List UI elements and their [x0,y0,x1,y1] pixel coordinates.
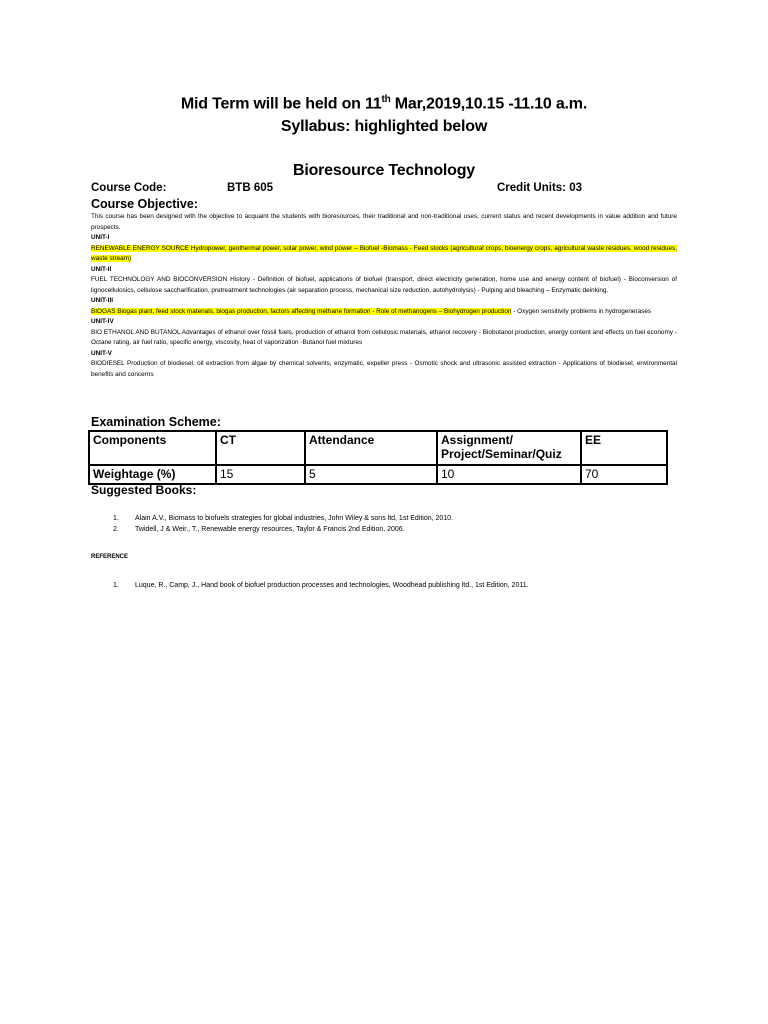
assignment-line-1: Assignment/ [441,433,514,447]
syllabus-note: Syllabus: highlighted below [280,118,488,135]
unit-5-heading: UNIT-V [91,349,112,357]
table-cell: 70 [581,465,667,484]
midterm-notice-date: Mar,2019,10.15 -11.10 a.m. [390,95,588,113]
table-header-cell: CT [216,431,305,465]
table-header-cell: Components [89,431,216,465]
reference-heading: REFERENCE [91,554,129,560]
unit-5-content [91,359,677,380]
unit-1-heading: UNIT-I [91,234,110,241]
table-header-cell: Attendance [305,431,437,465]
list-item-text: Alain A.V., Biomass to biofuels strategies for global industries, John Wiley & sons ltd, 1st Edition, 2010. [135,515,454,522]
list-item-number: 2. [113,526,119,533]
unit-1-highlighted: RENEWABLE ENERGY SOURCE Hydropower, geothermal power, solar power, wind power – Biofuel -Biomass - Feed stocks (agricultural crops, bioenergy crops, agricultural waste residues, wood residues, waste stream) [91,244,677,262]
unit-1-content [91,244,677,265]
table-cell: 5 [305,465,437,484]
unit-3-plain: - Oxygen sensitivity problems in hydrogenerases [511,307,652,315]
unit-3-highlighted: BIOGAS Biogas plant, feed stock materials, biogas production, factors affecting methane formation - Role of methanogens – Biohydrogen production [91,307,512,315]
unit-3-heading: UNIT-III [91,297,114,304]
examination-scheme-table [88,430,668,485]
unit-2-plain: FUEL TECHNOLOGY AND BIOCONVERSION History - Definition of biofuel, applications of biofuel (transport, direct electricity generation, home use and energy content of biofuel) - Bioconversion of lignocellulosics, cellulose saccharification, pretreatment technologies (air separation process, mechanical size reduction, autohydrolysis) - Pulping and bleaching – Enzymatic deinking. [91,276,677,294]
course-objective-heading: Course Objective: [91,197,198,211]
course-code-label: Course Code: [91,182,167,194]
course-meta-row [91,182,691,198]
unit-2-heading: UNIT-II [91,265,112,273]
course-objective-text: This course has been designed with the objective to acquaint the students with bioresources, their traditional and non-traditional uses, current status and recent developments in value addition and future prospects. [91,213,677,231]
unit-2-content [91,275,677,296]
table-row [89,465,667,484]
table-cell: 10 [437,465,581,484]
credit-units: Credit Units: 03 [497,182,582,194]
course-code-value: BTB 605 [227,182,274,194]
list-item-text: Luque, R., Camp, J., Hand book of biofuel production processes and technologies, Woodhead publishing ltd., 1st Edition, 2011. [135,582,529,589]
syllabus-body [91,212,677,380]
unit-3-content [91,307,677,318]
midterm-notice-superscript: th [381,94,391,105]
unit-5-plain: BIODIESEL Production of biodiesel, oil extraction from algae by chemical solvents, enzymatic, expeller press - Osmotic shock and ultrasonic assisted extraction - Applications of biodiesel, environmental benefits and concerns [91,360,677,378]
examination-scheme-heading: Examination Scheme: [91,415,221,429]
unit-4-plain: BIO ETHANOL AND BUTANOL Advantages of ethanol over fossil fuels, production of ethanol from cellulosic materials, ethanol recovery - Biobutanol production, energy content and effects on fuel economy - Octane rating, air fuel ratio, specific energy, viscosity, heat of vaporization -Butanol fuel mixtures [91,328,677,346]
unit-4-content [91,328,677,349]
table-cell: Weightage (%) [89,465,216,484]
list-item-number: 1. [113,515,119,522]
list-item-number: 1. [113,582,119,589]
course-title: Bioresource Technology [292,162,475,179]
unit-4-heading: UNIT-IV [91,318,114,325]
list-item-text: Twidell, J & Weir., T., Renewable energy resources, Taylor & Francis 2nd Edition, 2006. [135,526,405,533]
table-header-cell [437,431,581,465]
assignment-line-2: Project/Seminar/Quiz [441,447,562,461]
midterm-notice-text: Mid Term will be held on 11 [180,95,382,113]
midterm-notice [0,94,768,113]
table-header-cell: EE [581,431,667,465]
table-cell: 15 [216,465,305,484]
table-header-row [89,431,667,465]
suggested-books-heading: Suggested Books: [91,483,197,497]
